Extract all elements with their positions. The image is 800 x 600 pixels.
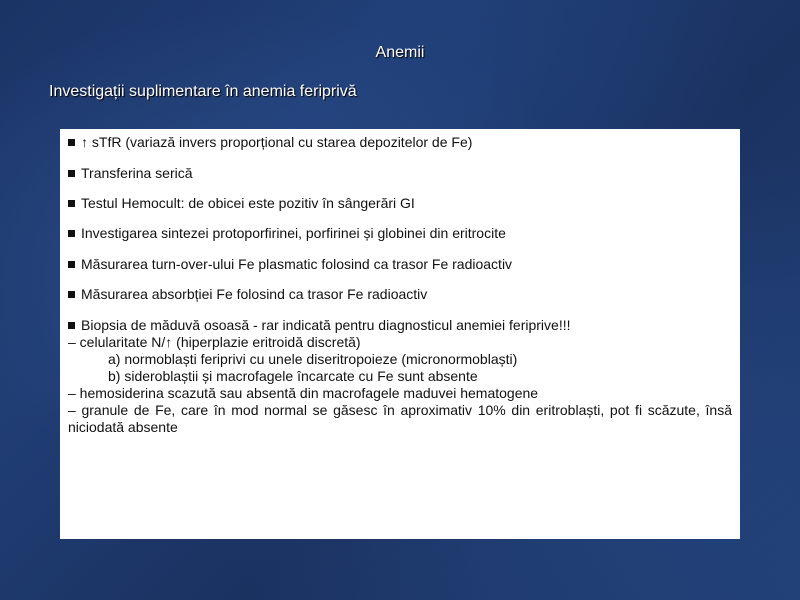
bullet-item (68, 317, 732, 334)
biopsy-item-b: b) sideroblaștii și macrofagele încarcate cu Fe sunt absente (108, 368, 478, 384)
bullet-text: Măsurarea absorbției Fe folosind ca trasor Fe radioactiv (81, 286, 428, 302)
bullet-text: Investigarea sintezei protoporfirinei, porfirinei și globinei din eritrocite (81, 225, 506, 241)
bullet-text: Măsurarea turn-over-ului Fe plasmatic folosind ca trasor Fe radioactiv (81, 256, 513, 272)
bullet-item (68, 195, 415, 212)
square-bullet-icon (68, 230, 75, 237)
biopsy-item-a: a) normoblaști feriprivi cu unele diseritropoieze (micronormoblaști) (108, 351, 518, 367)
bullet-text: Transferina serică (81, 165, 193, 181)
bullet-item (68, 256, 512, 273)
slide-subtitle: Investigații suplimentare în anemia feriprivă (49, 83, 357, 100)
biopsy-granules: – granule de Fe, care în mod normal se găsesc în aproximativ 10% din eritroblaști, pot fi scăzute, însă niciodată absente (68, 402, 732, 435)
square-bullet-icon (68, 170, 75, 177)
square-bullet-icon (68, 139, 75, 146)
content-box (60, 129, 740, 539)
bullet-item (68, 225, 506, 242)
bullet-text: Biopsia de măduvă osoasă - rar indicată pentru diagnosticul anemiei feriprive!!! (81, 317, 571, 333)
slide-title: Anemii (375, 44, 425, 61)
square-bullet-icon (68, 200, 75, 207)
bullet-item (68, 134, 472, 151)
biopsy-section (68, 317, 732, 436)
square-bullet-icon (68, 322, 75, 329)
bullet-text: ↑ sTfR (variază invers proporțional cu starea depozitelor de Fe) (81, 134, 473, 150)
biopsy-hemosiderin: – hemosiderina scazută sau absentă din macrofagele maduvei hematogene (68, 385, 539, 401)
biopsy-cellularity: – celularitate N/↑ (hiperplazie eritroidă discretă) (68, 334, 361, 350)
square-bullet-icon (68, 261, 75, 268)
bullet-text: Testul Hemocult: de obicei este pozitiv în sângerări GI (81, 195, 415, 211)
bullet-item (68, 165, 193, 182)
square-bullet-icon (68, 291, 75, 298)
bullet-item (68, 286, 427, 303)
